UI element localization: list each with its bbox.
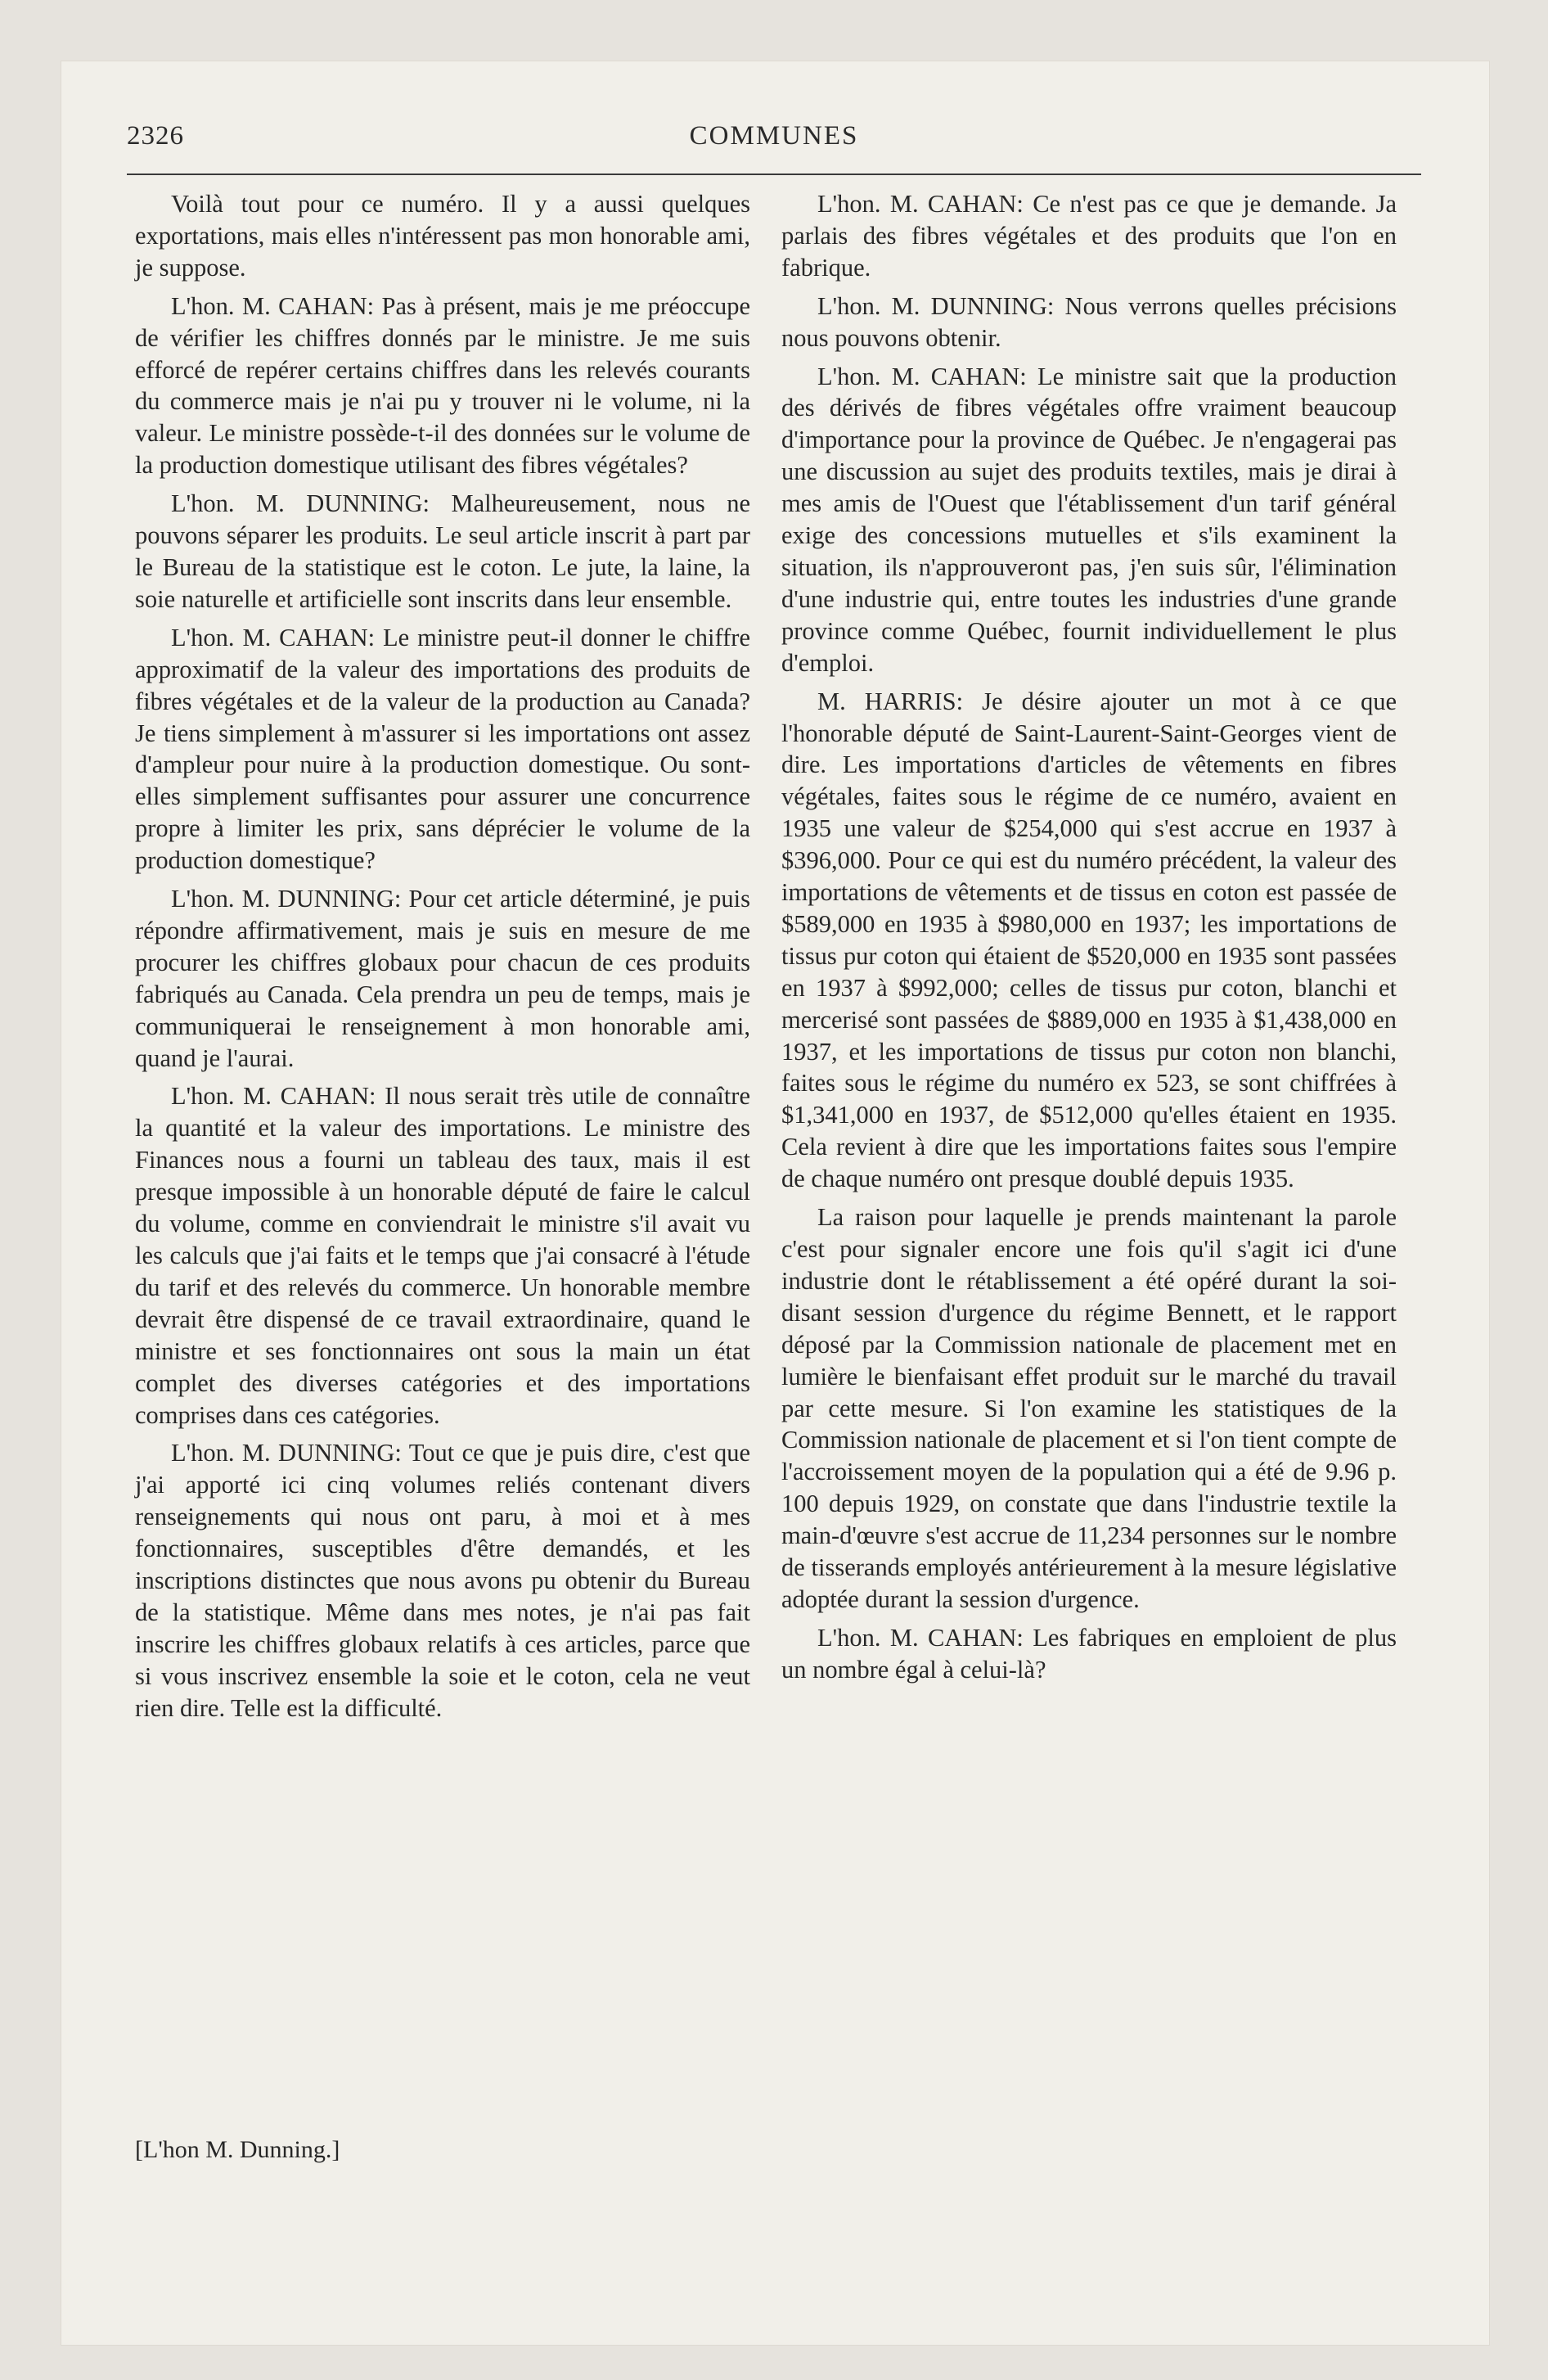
paragraph: L'hon. M. CAHAN: Le ministre sait que la production des dérivés de fibres végétales offre vraiment beaucoup d'importance pour la province de Québec. Je n'engagerai pas une discussion au sujet des produits textiles, mais je dirai à mes amis de l'Ouest que l'établissement d'un tarif général exige des concessions mutuelles et s'ils examinent la situation, ils n'approuveront pas, j'en suis sûr, l'élimination d'une industrie qui, entre toutes les industries d'une grande province comme Québec, fournit individuellement le plus d'emploi. xyxy=(781,362,1397,677)
paragraph: L'hon. M. DUNNING: Malheureusement, nous ne pouvons séparer les produits. Le seul article inscrit à part par le Bureau de la statistique est le coton. Le jute, la laine, la soie naturelle et artificielle sont inscrits dans leur ensemble. xyxy=(135,489,750,613)
paragraph: L'hon. M. CAHAN: Le ministre peut-il donner le chiffre approximatif de la valeur des importations des produits de fibres végétales et de la valeur de la production au Canada? Je tiens simplement à m'assurer si les importations ont assez d'ampleur pour nuire à la production domestique. Ou sont-elles simplement suffisantes pour assurer une concurrence propre à limiter les prix, sans déprécier le volume de la production domestique? xyxy=(135,623,750,875)
paragraph: L'hon. M. DUNNING: Tout ce que je puis dire, c'est que j'ai apporté ici cinq volumes reliés contenant divers renseignements qui nous ont paru, à moi et à mes fonctionnaires, susceptibles d'être demandés, et les inscriptions distinctes que nous avons pu obtenir du Bureau de la statistique. Même dans mes notes, je n'ai pas fait inscrire les chiffres globaux relatifs à ces articles, parce que si vous inscrivez ensemble la soie et le coton, cela ne veut rien dire. Telle est la difficulté. xyxy=(135,1439,750,1722)
paragraph: Voilà tout pour ce numéro. Il y a aussi quelques exportations, mais elles n'intéressent pas mon honorable ami, je suppose. xyxy=(135,190,750,282)
right-column xyxy=(781,188,1397,1686)
paragraph: M. HARRIS: Je désire ajouter un mot à ce que l'honorable député de Saint-Laurent-Saint-Georges vient de dire. Les importations d'articles de vêtements en fibres végétales, faites sous le régime de ce numéro, avaient en 1935 une valeur de $254,000 qui s'est accrue en 1937 à $396,000. Pour ce qui est du numéro précédent, la valeur des importations de vêtements et de tissus en coton est passée de $589,000 en 1935 à $980,000 en 1937; les importations de tissus pur coton qui étaient de $520,000 en 1935 sont passées en 1937 à $992,000; celles de tissus pur coton, blanchi et mercerisé sont passées de $889,000 en 1935 à $1,438,000 en 1937, et les importations de tissus pur coton non blanchi, faites sous le régime du numéro ex 523, se sont chiffrées à $1,341,000 en 1937, de $512,000 qu'elles étaient en 1935. Cela revient à dire que les importations faites sous l'empire de chaque numéro ont presque doublé depuis 1935. xyxy=(781,687,1397,1193)
running-title: COMMUNES xyxy=(689,121,859,151)
paragraph: La raison pour laquelle je prends maintenant la parole c'est pour signaler encore une fois qu'il s'agit ici d'une industrie dont le rétablissement a été opéré durant la soi-disant session d'urgence du régime Bennett, et le rapport déposé par la Commission nationale de placement met en lumière le bienfaisant effet produit sur le marché du travail par cette mesure. Si l'on examine les statistiques de la Commission nationale de placement et si l'on tient compte de l'accroissement moyen de la population qui a été de 9.96 p. 100 depuis 1929, on constate que dans l'industrie textile la main-d'œuvre s'est accrue de 11,234 personnes sur le nombre de tisserands employés antérieurement à la mesure législative adoptée durant la session d'urgence. xyxy=(781,1203,1397,1613)
header-rule xyxy=(127,174,1421,175)
paragraph: L'hon. M. CAHAN: Les fabriques en emploient de plus un nombre égal à celui-là? xyxy=(781,1623,1397,1684)
paragraph: L'hon. M. CAHAN: Ce n'est pas ce que je demande. Ja parlais des fibres végétales et des produits que l'on en fabrique. xyxy=(781,190,1397,282)
paragraph: L'hon. M. DUNNING: Pour cet article déterminé, je puis répondre affirmativement, mais je suis en mesure de me procurer les chiffres globaux pour chacun de ces produits fabriqués au Canada. Cela prendra un peu de temps, mais je communiquerai le renseignement à mon honorable ami, quand je l'aurai. xyxy=(135,885,750,1072)
page-header xyxy=(127,121,1421,157)
page-number: 2326 xyxy=(127,121,184,151)
paragraph: L'hon. M. CAHAN: Pas à présent, mais je me préoccupe de vérifier les chiffres donnés par le ministre. Je me suis efforcé de repérer certains chiffres dans les relevés courants du commerce mais je n'ai pu y trouver ni le volume, ni la valeur. Le ministre possède-t-il des données sur le volume de la production domestique utilisant des fibres végétales? xyxy=(135,291,750,480)
paragraph: L'hon. M. DUNNING: Nous verrons quelles précisions nous pouvons obtenir. xyxy=(781,291,1397,352)
speaker-footnote: [L'hon M. Dunning.] xyxy=(135,2136,340,2163)
paragraph: L'hon. M. CAHAN: Il nous serait très utile de connaître la quantité et la valeur des importations. Le ministre des Finances nous a fourni un tableau des taux, mais il est presque impossible à un honorable député de faire le calcul du volume, comme en conviendrait le ministre s'il avait vu les calculs que j'ai faits et le temps que j'ai consacré à l'étude du tarif et des relevés du commerce. Un honorable membre devrait être dispensé de ce travail extraordinaire, quand le ministre et ses fonctionnaires ont sous la main un état complet des diverses catégories et des importations comprises dans ces catégories. xyxy=(135,1082,750,1429)
left-column xyxy=(135,188,750,1724)
